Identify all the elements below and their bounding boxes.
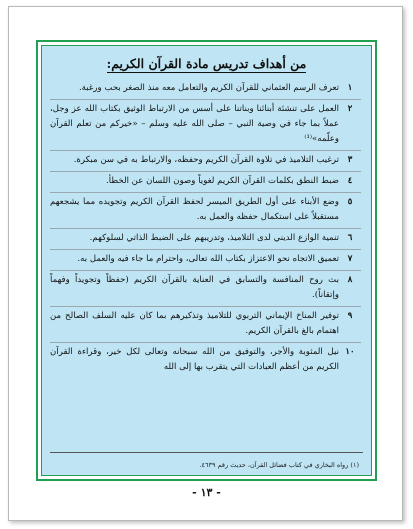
item-text: تنمية الوازع الديني لدى التلاميذ، وتدريبهم على الضبط الذاتي لسلوكهم. [89,233,339,243]
item-number: ٦ [347,233,353,243]
list-item [50,172,361,193]
content-panel [41,45,372,476]
list-item [50,193,361,229]
page-number: - ١٣ - [192,486,221,499]
item-text: نيل المثوبة والأجر، والتوفيق من الله سبحانه وتعالى لكل خير، وقراءة القرآن الكريم من أعظم العبادات التي يتقرب بها إلى الله [50,347,339,372]
footnote: (١) رواه البخاري في كتاب فضائل القرآن، حديث رقم ٤٦٣٩. [199,461,359,469]
list-item [50,271,361,307]
list-item [50,100,361,151]
item-number: ١٠ [345,347,355,357]
item-text: العمل على تنشئة أبنائنا وبناتنا على أسس من الارتباط الوثيق بكتاب الله عز وجل، عملاً بما جاء في وصية النبي – صلى الله عليه وسلم – «خيركم من تعلم القرآن وعلّمه»⁽¹⁾ [50,104,339,144]
content-frame [36,40,377,481]
item-number: ٧ [347,254,353,264]
item-number: ٤ [347,176,353,186]
item-number: ٨ [347,275,353,285]
item-number: ٣ [347,155,353,165]
list-item [50,151,361,172]
item-text: تعميق الاتجاه نحو الاعتزاز بكتاب الله تعالى، واحترام ما جاء فيه والعمل به. [77,254,339,264]
section-title [42,56,371,71]
item-text: تعرف الرسم العثماني للقرآن الكريم والتعامل معه منذ الصغر بحب ورغبة. [78,83,339,93]
item-text: ترغيب التلاميذ في تلاوة القرآن الكريم وحفظه، والارتباط به في سن مبكرة. [73,155,339,165]
item-number: ٩ [347,311,353,321]
list-item [50,250,361,271]
list-item [50,229,361,250]
item-number: ٥ [347,197,353,207]
list-item [50,307,361,343]
footnote-divider [50,452,363,453]
section-title-text: من أهداف تدريس مادة القرآن الكريم: [106,56,307,71]
list-item [50,79,361,100]
item-text: وضع الأبناء على أول الطريق الميسر لحفظ القرآن الكريم وتجويده مما يشجعهم مستقبلاً على استكمال حفظه والعمل به. [50,197,339,222]
item-number: ٢ [347,104,353,114]
objectives-list [50,79,361,378]
item-text: ضبط النطق بكلمات القرآن الكريم لغوياً وصون اللسان عن الخطأ. [106,176,339,186]
list-item [50,343,361,378]
item-text: بث روح المنافسة والتسابق في العناية بالقرآن الكريم (حفظاً وتجويداً وفهماً وإتقاناً). [50,275,339,300]
item-text: توفير المناخ الإيماني التربوي للتلاميذ وتذكيرهم بما كان عليه السلف الصالح من اهتمام بالغ بالقرآن الكريم. [50,311,339,336]
item-number: ١ [347,83,353,93]
